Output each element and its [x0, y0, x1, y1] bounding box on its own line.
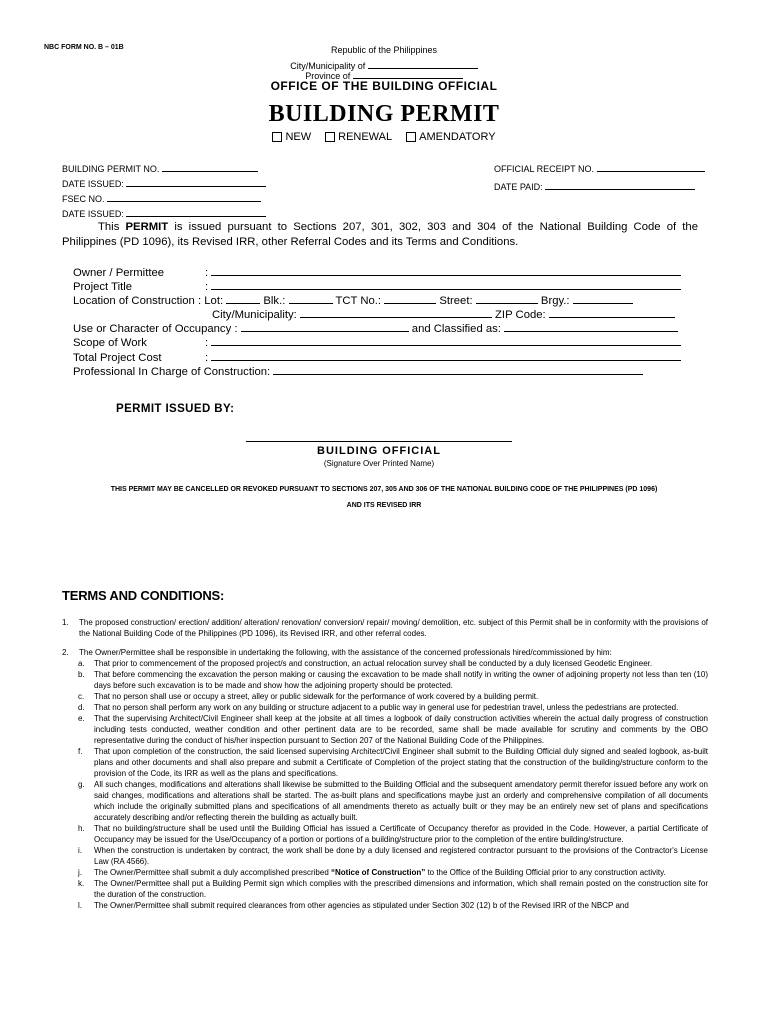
sub-letter: d. [78, 703, 85, 712]
sub-letter: b. [78, 670, 85, 679]
term-item-2 [62, 647, 708, 658]
sub-letter: a. [78, 659, 85, 668]
form-number: NBC FORM NO. B – 01B [44, 44, 124, 51]
tct-label: TCT No.: [335, 295, 382, 307]
city-mun-field[interactable] [300, 306, 492, 318]
type-amendatory-label: AMENDATORY [419, 131, 496, 143]
cost-label: Total Project Cost [73, 352, 162, 364]
sub-text: The Owner/Permittee shall submit required clearances from other agencies as stipulated under Section 302 (12) b of the Revised IRR of the NBCP and [94, 901, 629, 910]
sub-text: That prior to commencement of the proposed project/s and construction, an actual relocation survey shall be conducted by a duly licensed Geodetic Engineer. [94, 659, 653, 668]
sub-letter: c. [78, 692, 85, 701]
professional-label: Professional In Charge of Construction: [73, 366, 271, 378]
date-paid-row [494, 178, 705, 196]
terms-list [62, 617, 708, 911]
sub-letter: f. [78, 747, 83, 756]
scope-colon: : [205, 337, 209, 349]
professional-row [73, 363, 643, 378]
date-paid-field[interactable] [545, 178, 695, 190]
registry-right [494, 160, 705, 196]
notice-line-2: AND ITS REVISED IRR [346, 502, 422, 509]
signature-subtitle: (Signature Over Printed Name) [323, 459, 435, 468]
province-label: Province of [305, 71, 351, 81]
sub-letter: e. [78, 714, 85, 723]
city-label: City/Municipality of [290, 61, 366, 71]
street-field[interactable] [476, 292, 538, 304]
permit-type-options [0, 131, 768, 143]
term-sub-a [62, 658, 708, 669]
sub-text-pre: The Owner/Permittee shall submit a duly accomplished prescribed [94, 868, 331, 877]
owner-colon: : [205, 267, 209, 279]
project-title-label: Project Title [73, 281, 133, 293]
cost-field[interactable] [211, 349, 681, 361]
term-number: 1. [62, 618, 69, 627]
renewal-checkbox[interactable] [325, 132, 335, 142]
classified-field[interactable] [504, 320, 678, 332]
office-heading: OFFICE OF THE BUILDING OFFICIAL [270, 79, 498, 93]
sub-letter: l. [78, 901, 82, 910]
owner-label: Owner / Permittee [73, 267, 165, 279]
type-new-label: NEW [285, 131, 312, 143]
sub-text: When the construction is undertaken by contract, the work shall be done by a duly licensed and registered contractor pursuant to the provisions of the Contractor's License Law (RA 4566). [94, 846, 708, 866]
sub-letter: i. [78, 846, 82, 855]
location-row [73, 292, 633, 307]
project-title-colon: : [205, 281, 209, 293]
term-sub-g [62, 779, 708, 823]
term-number: 2. [62, 648, 69, 657]
republic-heading: Republic of the Philippines [330, 45, 438, 55]
type-renewal-label: RENEWAL [338, 131, 393, 143]
sub-text: That the supervising Architect/Civil Engineer shall keep at the jobsite at all times a logbook of daily construction activities wherein the actual daily progress of construction including tests conducted, weather condition and other pertinent data are to be recorded, same shall be made available for scrutiny and comments by the OBO representative during the conduct of his/her inspection pursuant to Section 207 of the National Building Code of the Philippines. [94, 714, 708, 745]
sub-text-post: to the Office of the Building Official prior to any construction activity. [425, 868, 666, 877]
term-sub-j [62, 867, 708, 878]
sub-text: That upon completion of the construction, the said licensed supervising Architect/Civil Engineer shall submit to the Building Official duly signed and sealed logbook, as-built plans and other documents and shall also prepare and submit a Certificate of Completion of the project stating that the construction of the building/structure conform to the provision of the Code, its IRR as well as the plans and specifications. [94, 747, 708, 778]
project-title-field[interactable] [211, 278, 681, 290]
scope-label: Scope of Work [73, 337, 147, 349]
signature-line[interactable] [246, 441, 512, 442]
brgy-label: Brgy.: [540, 295, 570, 307]
type-new[interactable] [272, 131, 311, 143]
term-sub-f [62, 746, 708, 779]
brgy-field[interactable] [573, 292, 633, 304]
owner-row [73, 264, 681, 279]
lot-field[interactable] [226, 292, 260, 304]
street-label: Street: [439, 295, 473, 307]
location-label: Location of Construction [73, 295, 195, 307]
location-colon: : [197, 295, 202, 307]
use-label: Use or Character of Occupancy : [73, 323, 238, 335]
intro-permit-word: PERMIT [125, 221, 169, 233]
fsec-date-field[interactable] [126, 205, 266, 217]
term-sub-h [62, 823, 708, 845]
intro-paragraph [62, 220, 698, 250]
scope-row [73, 334, 681, 349]
term-sub-b [62, 669, 708, 691]
date-issued-field[interactable] [126, 175, 266, 187]
fsec-date-row [62, 205, 266, 220]
term-sub-l [62, 900, 708, 911]
intro-post: is issued pursuant to Sections 207, 301, 302, 303 and 304 of the National Building Code of the Philippines (PD 1096), its Revised IRR, other Referral Codes and its Terms and Conditions. [62, 221, 699, 248]
owner-field[interactable] [211, 264, 681, 276]
blk-field[interactable] [289, 292, 333, 304]
sub-letter: j. [78, 868, 82, 877]
sub-text: That before commencing the excavation the person making or causing the excavation to be made shall notify in writing the owner of adjoining property not less than ten (10) days before such excavation is to be made and show how the adjoining property should be protected. [94, 670, 708, 690]
new-checkbox[interactable] [272, 132, 282, 142]
permit-no-field[interactable] [162, 160, 258, 172]
page-title: BUILDING PERMIT [268, 101, 500, 127]
zip-field[interactable] [549, 306, 675, 318]
term-item-1 [62, 617, 708, 639]
building-official-title: BUILDING OFFICIAL [317, 445, 441, 457]
city-zip-row [212, 306, 675, 321]
term-sub-i [62, 845, 708, 867]
cost-row [73, 349, 681, 364]
term-sub-c [62, 691, 708, 702]
use-row [73, 320, 678, 335]
tct-field[interactable] [384, 292, 436, 304]
intro-pre: This [98, 221, 126, 233]
receipt-no-row [494, 160, 705, 178]
province-blank[interactable] [353, 67, 463, 79]
fsec-date-label: DATE ISSUED: [62, 209, 124, 219]
fsec-no-label: FSEC NO. [62, 194, 105, 204]
zip-label: ZIP Code: [495, 309, 546, 321]
classified-label: and Classified as: [411, 323, 501, 335]
fsec-no-field[interactable] [107, 190, 261, 202]
date-issued-label: DATE ISSUED: [62, 179, 124, 189]
sub-letter: h. [78, 824, 85, 833]
term-text: The proposed construction/ erection/ addition/ alteration/ renovation/ conversion/ repair/ moving/ demolition, etc. subject of this Permit shall be in conformity with the provisions of the National Building Code of the Philippines (PD 1096), its Revised IRR, and other referral codes. [79, 618, 708, 638]
terms-heading: TERMS AND CONDITIONS: [62, 588, 225, 603]
notice-line-1: THIS PERMIT MAY BE CANCELLED OR REVOKED PURSUANT TO SECTIONS 207, 305 AND 306 OF THE NATIONAL BUILDING CODE OF THE PHILIPPINES (PD 1096) [110, 486, 658, 493]
fsec-no-row [62, 190, 266, 205]
receipt-no-field[interactable] [597, 160, 705, 172]
use-field[interactable] [241, 320, 409, 332]
date-issued-row [62, 175, 266, 190]
receipt-no-label: OFFICIAL RECEIPT NO. [494, 164, 595, 174]
registry-left [62, 160, 266, 220]
lot-label: Lot: [204, 295, 224, 307]
revocation-notice [40, 482, 728, 514]
scope-field[interactable] [211, 334, 681, 346]
issued-by-label: PERMIT ISSUED BY: [116, 403, 235, 415]
blk-label: Blk.: [263, 295, 286, 307]
sub-text: That no person shall use or occupy a street, alley or public sidewalk for the performance of work covered by a building permit. [94, 692, 539, 701]
amendatory-checkbox[interactable] [406, 132, 416, 142]
sub-letter: g. [78, 780, 85, 789]
sub-text: The Owner/Permittee shall put a Building Permit sign which complies with the prescribed dimensions and information, which shall remain posted on the construction site for the duration of the construction. [94, 879, 708, 899]
sub-text: That no person shall perform any work on any building or structure adjacent to a public way in general use for pedestrian travel, unless the pedestrians are protected. [94, 703, 679, 712]
sub-text: All such changes, modifications and alterations shall likewise be submitted to the Building Official and the subsequent amendatory permit therefor issued before any work on said changes, modifications and alterations shall be started. The as-built plans and specifications maybe just an orderly and comprehensive compilation of all documents which include the originally submitted plans and specifications of all amendments thereto as actually built or they may be an entirely new set of plans and specifications accurately describing and/or reflecting therein the building as actually built. [94, 780, 708, 822]
city-mun-label: City/Municipality: [212, 309, 297, 321]
sub-letter: k. [78, 879, 85, 888]
project-title-row [73, 278, 681, 293]
professional-field[interactable] [273, 363, 643, 375]
notice-of-construction: “Notice of Construction” [331, 868, 426, 877]
date-paid-label: DATE PAID: [494, 182, 543, 192]
type-amendatory[interactable] [406, 131, 495, 143]
cost-colon: : [205, 352, 209, 364]
term-sub-d [62, 702, 708, 713]
term-sub-k [62, 878, 708, 900]
sub-text: That no building/structure shall be used until the Building Official has issued a Certificate of Occupancy therefor as provided in the Code. However, a partial Certificate of Occupancy may be issued for the Use/Occupancy of a portion or portions of a building/structure prior to the completion of the entire building/structure. [94, 824, 708, 844]
permit-no-row [62, 160, 266, 175]
term-sub-e [62, 713, 708, 746]
type-renewal[interactable] [325, 131, 392, 143]
term-text: The Owner/Permittee shall be responsible in undertaking the following, with the assistance of the concerned professionals hired/commissioned by him: [79, 648, 612, 657]
permit-no-label: BUILDING PERMIT NO. [62, 164, 160, 174]
